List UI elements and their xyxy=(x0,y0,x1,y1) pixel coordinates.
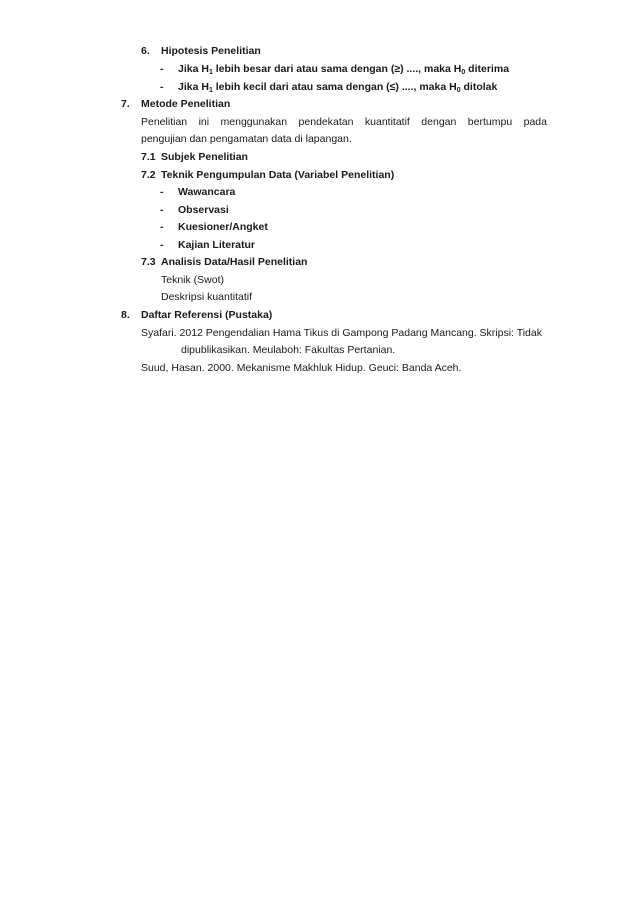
reference-2: Suud, Hasan. 2000. Mekanisme Makhluk Hidup. Geuci: Banda Aceh. xyxy=(141,362,462,374)
technique-item: - Observasi xyxy=(160,204,229,216)
technique-item: - Wawancara xyxy=(160,186,236,198)
dash-bullet: - xyxy=(160,186,164,198)
dash-bullet: - xyxy=(160,204,164,216)
reference-1-line-2: dipublikasikan. Meulaboh: Fakultas Pertanian. xyxy=(181,344,396,356)
section-7-heading xyxy=(121,97,230,111)
section-8-number: 8. xyxy=(121,309,130,321)
technique-item: - Kuesioner/Angket xyxy=(160,221,268,233)
section-6-title: Hipotesis Penelitian xyxy=(161,45,261,57)
hypothesis-item-2: - Jika $H_1$ lebih kecil dari atau sama dengan (≤) ...., maka $H_0$ ditolak xyxy=(160,81,498,94)
section-7-number: 7. xyxy=(121,98,130,110)
section-7-paragraph-line-1: Penelitian ini menggunakan pendekatan kuantitatif dengan bertumpu pada xyxy=(141,116,547,128)
section-8-title: Daftar Referensi (Pustaka) xyxy=(141,309,273,321)
section-7-paragraph-line-2: pengujian dan pengamatan data di lapangan. xyxy=(141,133,352,145)
dash-bullet: - xyxy=(160,63,164,75)
analysis-line: Teknik (Swot) xyxy=(161,274,225,286)
subsection-7-3-heading: 7.3 Analisis Data/Hasil Penelitian xyxy=(141,256,308,268)
subsection-7-2-heading: 7.2 Teknik Pengumpulan Data (Variabel Penelitian) xyxy=(141,169,395,181)
section-7-title: Metode Penelitian xyxy=(141,98,231,110)
dash-bullet: - xyxy=(160,81,164,93)
section-6-number: 6. xyxy=(141,45,150,57)
subsection-7-1-heading: 7.1 Subjek Penelitian xyxy=(141,151,248,163)
dash-bullet: - xyxy=(160,239,164,251)
technique-item: - Kajian Literatur xyxy=(160,239,256,251)
analysis-line: Deskripsi kuantitatif xyxy=(161,291,253,303)
reference-1-line-1: Syafari. 2012 Pengendalian Hama Tikus di Gampong Padang Mancang. Skripsi: Tidak xyxy=(141,327,542,339)
dash-bullet: - xyxy=(160,221,164,233)
section-6-heading xyxy=(141,44,261,58)
section-8-heading xyxy=(121,308,272,322)
hypothesis-item-1: - Jika $H_1$ lebih besar dari atau sama dengan (≥) ...., maka $H_0$ diterima xyxy=(160,63,510,76)
